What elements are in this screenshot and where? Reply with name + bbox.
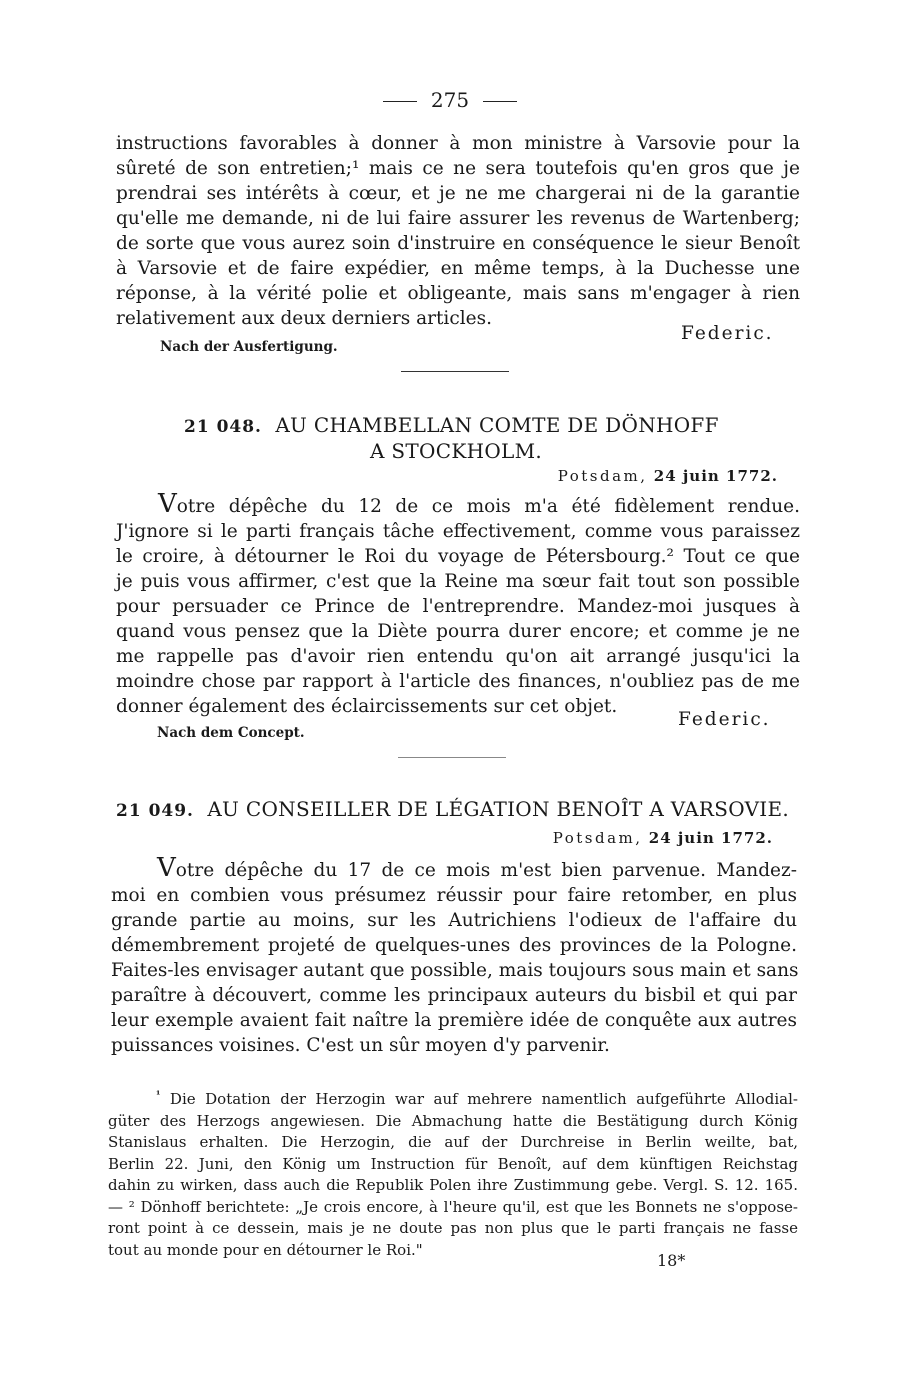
letter-number: 21 048. xyxy=(184,417,262,437)
signature-mark: 18* xyxy=(657,1251,686,1270)
footnote-line: güter des Herzogs angewiesen. Die Abmachung hatte die Bestätigung durch König xyxy=(108,1111,798,1130)
text-line: de sorte que vous aurez soin d'instruire en conséquence le sieur Benoît xyxy=(116,233,800,254)
text-line: instructions favorables à donner à mon ministre à Varsovie pour la xyxy=(116,133,800,154)
footnote-line: Stanislaus erhalten. Die Herzogin, die auf der Durchreise in Berlin weilte, bat, xyxy=(108,1133,798,1151)
source-note: Nach der Ausfertigung. xyxy=(160,339,338,355)
letter-heading xyxy=(116,797,789,821)
footnote-text: Die Dotation der Herzogin war auf mehrere namentlich aufgeführte Allodial- xyxy=(169,1090,798,1108)
letter-number: 21 049. xyxy=(116,801,194,821)
initial-letter: V xyxy=(157,853,176,883)
dash-left xyxy=(383,101,417,102)
text-line: leur exemple avaient fait naître la première idée de conquête aux autres xyxy=(111,1010,797,1031)
footnote-marker: ¹ xyxy=(156,1090,161,1101)
page-number: 275 xyxy=(430,88,470,112)
letter-addressee: AU CHAMBELLAN COMTE DE DÖNHOFF xyxy=(275,413,719,437)
text-line: qu'elle me demande, ni de lui faire assurer les revenus de Wartenberg; xyxy=(116,208,800,229)
footnote-text: Dönhoff berichtete: „Je crois encore, à l'heure qu'il, est que les Bonnets ne s'oppose- xyxy=(140,1197,798,1216)
text-line xyxy=(111,853,797,883)
separator-rule xyxy=(401,371,509,372)
date-value: 24 juin 1772. xyxy=(653,467,778,485)
text-line: paraître à découvert, comme les principaux auteurs du bisbil et qui par xyxy=(111,985,797,1006)
text-line: moi en combien vous présumez réussir pour faire retomber, en plus xyxy=(111,885,797,906)
text-line: le croire, à détourner le Roi du voyage de Pétersbourg.² Tout ce que xyxy=(116,546,800,567)
text-line: Faites-les envisager autant que possible, mais toujours sous main et sans xyxy=(111,960,799,981)
source-note: Nach dem Concept. xyxy=(157,725,305,741)
first-line-text: otre dépêche du 12 de ce mois m'a été fidèlement rendue. xyxy=(176,496,800,517)
footnote-line: tout au monde pour en détourner le Roi." xyxy=(108,1240,423,1259)
text-line: J'ignore si le parti français tâche effectivement, comme vous paraissez xyxy=(116,521,800,542)
separator-rule xyxy=(398,757,506,758)
continuation-paragraph xyxy=(116,131,800,331)
text-line: sûreté de son entretien;¹ mais ce ne sera toutefois qu'en gros que je xyxy=(116,158,800,179)
dateline xyxy=(553,829,773,847)
footnote-marker: — ² xyxy=(108,1197,135,1216)
page-number-header xyxy=(0,88,900,112)
text-line: démembrement projeté de quelques-unes des provinces de la Pologne. xyxy=(111,935,797,956)
footnote-line: ront point à ce dessein, mais je ne doute pas non plus que le parti français ne fasse xyxy=(108,1219,798,1237)
text-line: je puis vous affirmer, c'est que la Reine ma sœur fait tout son possible xyxy=(116,571,800,592)
footnote-line: Berlin 22. Juni, den König um Instruction für Benoît, auf dem künftigen Reichstag xyxy=(108,1154,798,1173)
letter-heading-place: A STOCKHOLM. xyxy=(370,439,543,463)
letter-heading xyxy=(184,413,719,437)
date-value: 24 juin 1772. xyxy=(648,829,773,847)
footnote-line xyxy=(108,1197,798,1219)
text-line: prendrai ses intérêts à cœur, et je ne me chargerai ni de la garantie xyxy=(116,183,800,204)
letter-addressee: AU CONSEILLER DE LÉGATION BENOÎT A VARSOVIE. xyxy=(207,797,790,821)
footnote-line xyxy=(108,1085,798,1111)
text-line: à Varsovie et de faire expédier, en même temps, à la Duchesse une xyxy=(116,258,800,279)
letter-body xyxy=(116,489,800,719)
signature: Federic. xyxy=(681,323,774,344)
text-line: me rappelle pas d'avoir rien entendu qu'on ait arrangé jusqu'ici la xyxy=(116,646,800,667)
text-line: quand vous pensez que la Diète pourra durer encore; et comme je ne xyxy=(116,621,800,642)
text-line: grande partie au moins, sur les Autrichiens l'odieux de l'affaire du xyxy=(111,910,797,931)
signature: Federic. xyxy=(678,709,771,730)
text-line: pour persuader ce Prince de l'entreprendre. Mandez-moi jusques à xyxy=(116,596,800,617)
date-place: Potsdam, xyxy=(552,829,643,847)
initial-letter: V xyxy=(158,489,177,519)
text-line: réponse, à la vérité polie et obligeante, mais sans m'engager à rien xyxy=(116,283,800,304)
text-line: relativement aux deux derniers articles. xyxy=(116,308,492,329)
first-line-text: otre dépêche du 17 de ce mois m'est bien parvenue. Mandez- xyxy=(175,860,797,881)
footnotes xyxy=(108,1085,798,1261)
text-line xyxy=(116,489,800,519)
text-line: donner également des éclaircissements sur cet objet. xyxy=(116,696,618,717)
footnote-line: dahin zu wirken, dass auch die Republik Polen ihre Zustimmung gebe. Vergl. S. 12. 165. xyxy=(108,1176,798,1194)
dateline xyxy=(558,467,778,485)
text-line: puissances voisines. C'est un sûr moyen d'y parvenir. xyxy=(111,1035,610,1056)
date-place: Potsdam, xyxy=(557,467,648,485)
text-line: moindre chose par rapport à l'article des finances, n'oubliez pas de me xyxy=(116,671,800,692)
letter-body xyxy=(111,853,799,1058)
dash-right xyxy=(483,101,517,102)
